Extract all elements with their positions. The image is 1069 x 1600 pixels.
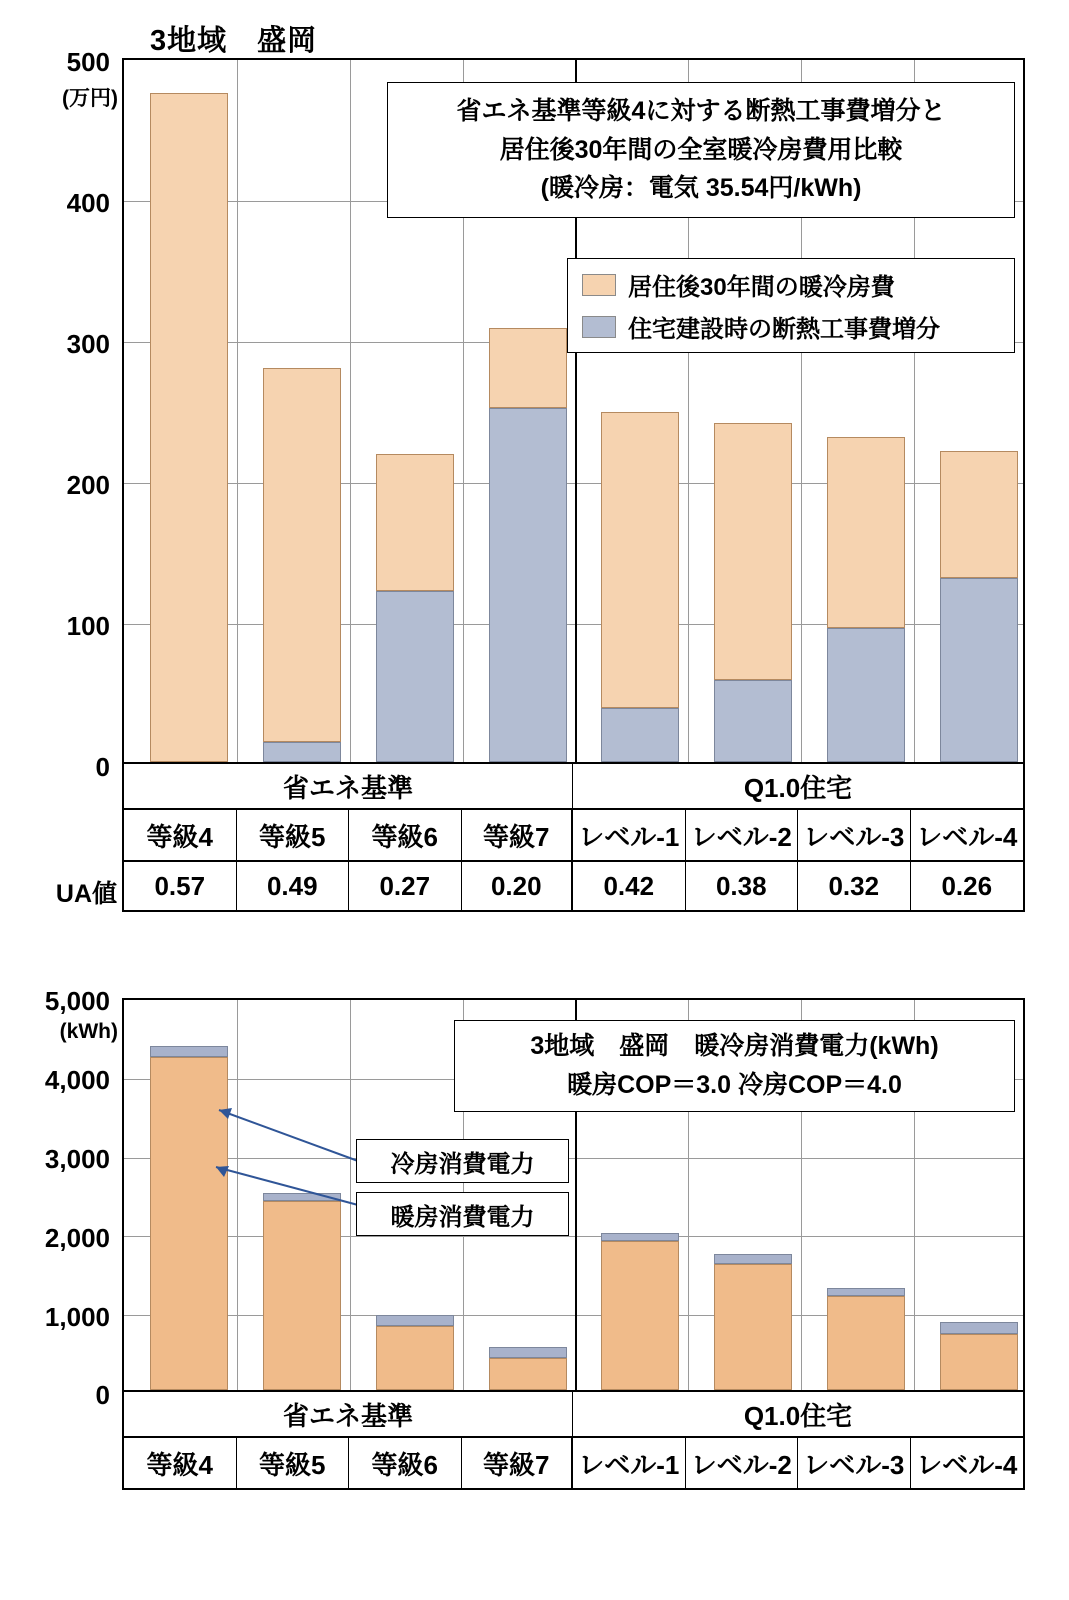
chart1-ytick-100: 100 [66, 611, 110, 641]
bar-level2-power [714, 1254, 792, 1390]
bar-segment-heating-cost [376, 454, 454, 591]
bar-segment-cooling-power [714, 1254, 792, 1264]
callout-heating-power: 暖房消費電力 [356, 1192, 569, 1236]
category-cell: レベル-3 [798, 1438, 911, 1488]
category-cell: レベル-2 [686, 810, 799, 860]
chart1-annotation-box [387, 82, 1015, 218]
chart2-plot-area [122, 998, 1025, 1392]
category-cell: レベル-1 [573, 810, 686, 860]
chart1-yaxis-unit: (万円) [62, 87, 118, 110]
chart1-ua-row [122, 862, 1025, 912]
category-cell: 等級6 [349, 1438, 462, 1488]
bar-segment-cooling-power [376, 1315, 454, 1326]
category-cell: レベル-1 [573, 1438, 686, 1488]
bar-segment-heating-power [150, 1057, 228, 1390]
category-cell: レベル-4 [916, 1449, 1018, 1480]
bar-segment-cooling-power [827, 1288, 905, 1296]
bar-level4 [940, 451, 1018, 762]
category-cell: 等級7 [462, 810, 574, 860]
gridline [124, 1158, 1023, 1159]
legend-swatch-icon [582, 316, 616, 338]
legend-label: 居住後30年間の暖冷房費 [628, 274, 895, 301]
chart2-group-row [122, 1392, 1025, 1438]
bar-segment-heating-power [940, 1334, 1018, 1390]
bar-segment-cooling-power [489, 1347, 567, 1358]
legend-item-insulation-cost [582, 309, 1000, 344]
gridline [237, 60, 238, 762]
bar-level1 [601, 412, 679, 762]
ua-value-cell: 0.49 [237, 862, 350, 910]
group-label-energy-standard: 省エネ基準 [124, 1392, 573, 1436]
bar-segment-heating-cost [940, 451, 1018, 578]
category-cell: 等級4 [124, 810, 237, 860]
chart2-ytick-2000: 2,000 [44, 1223, 110, 1253]
bar-segment-insulation-cost [601, 708, 679, 762]
gridline [124, 1236, 1023, 1237]
bar-segment-insulation-cost [827, 628, 905, 762]
legend-swatch-icon [582, 274, 616, 296]
bar-segment-heating-power [827, 1296, 905, 1390]
annotation-line-2: 暖房COP＝3.0 冷房COP＝4.0 [567, 1071, 902, 1099]
chart2-ytick-3000: 3,000 [44, 1144, 110, 1174]
bar-toukyuu7 [489, 328, 567, 762]
chart2-ytick-4000: 4,000 [44, 1065, 110, 1095]
chart1-ytick-300: 300 [66, 329, 110, 359]
bar-segment-cooling-power [263, 1193, 341, 1201]
chart1-ytick-400: 400 [66, 188, 110, 218]
gridline [350, 1000, 351, 1390]
annotation-line-1: 省エネ基準等級4に対する断熱工事費増分と [456, 96, 946, 125]
legend-item-heating-cost [582, 267, 1000, 302]
bar-segment-insulation-cost [714, 680, 792, 762]
chart1-plot-area [122, 58, 1025, 764]
callout-cooling-power: 冷房消費電力 [356, 1139, 569, 1183]
group-label-q1house: Q1.0住宅 [743, 1400, 853, 1431]
chart1-ytick-200: 200 [66, 470, 110, 500]
bar-toukyuu5-power [263, 1193, 341, 1390]
bar-segment-insulation-cost [489, 408, 567, 762]
annotation-line-1: 3地域 盛岡 暖冷房消費電力(kWh) [530, 1032, 939, 1061]
bar-segment-heating-power [714, 1264, 792, 1390]
bar-level3 [827, 437, 905, 762]
bar-toukyuu5 [263, 368, 341, 762]
chart1-ytick-500: 500 [66, 47, 110, 77]
legend-label: 住宅建設時の断熱工事費増分 [628, 316, 940, 343]
ua-value-cell: 0.20 [462, 862, 574, 910]
category-cell: 等級6 [349, 810, 462, 860]
bar-toukyuu4-power [150, 1046, 228, 1390]
bar-segment-cooling-power [601, 1233, 679, 1241]
category-cell: レベル-4 [916, 821, 1018, 852]
category-cell: 等級4 [124, 1438, 237, 1488]
chart1-group-row [122, 764, 1025, 810]
bar-segment-cooling-power [150, 1046, 228, 1057]
category-cell: 等級7 [462, 1438, 574, 1488]
ua-value-cell: 0.32 [798, 862, 911, 910]
bar-segment-heating-power [601, 1241, 679, 1390]
chart2-annotation-box [454, 1020, 1015, 1112]
bar-toukyuu4 [150, 93, 228, 762]
bar-segment-heating-power [489, 1358, 567, 1390]
chart1-title: 3地域 盛岡 [150, 25, 318, 57]
electricity-consumption-chart [0, 940, 1069, 1600]
group-label-q1house: Q1.0住宅 [743, 772, 853, 803]
bar-segment-insulation-cost [940, 578, 1018, 762]
gridline [237, 1000, 238, 1390]
bar-toukyuu6-power [376, 1315, 454, 1390]
bar-segment-heating-cost [601, 412, 679, 708]
bar-segment-heating-cost [263, 368, 341, 742]
category-cell: 等級5 [237, 810, 350, 860]
bar-level1-power [601, 1233, 679, 1390]
bar-segment-insulation-cost [376, 591, 454, 762]
chart2-category-row [122, 1438, 1025, 1490]
bar-level2 [714, 423, 792, 762]
ua-value-cell: 0.38 [686, 862, 799, 910]
category-cell: レベル-3 [798, 810, 911, 860]
bar-level4-power [940, 1322, 1018, 1390]
annotation-line-3: (暖冷房：電気 35.54円/kWh) [540, 174, 862, 203]
bar-segment-heating-power [376, 1326, 454, 1390]
ua-value-cell: 0.42 [573, 862, 686, 910]
gridline [350, 60, 351, 762]
bar-segment-cooling-power [940, 1322, 1018, 1334]
bar-segment-heating-power [263, 1201, 341, 1390]
chart2-ytick-1000: 1,000 [44, 1302, 110, 1332]
annotation-line-2: 居住後30年間の全室暖冷房費用比較 [499, 135, 903, 164]
chart1-ytick-0: 0 [95, 752, 110, 782]
bar-toukyuu6 [376, 454, 454, 762]
bar-level3-power [827, 1288, 905, 1390]
chart2-ytick-0: 0 [95, 1380, 110, 1410]
chart1-category-row [122, 810, 1025, 862]
bar-toukyuu7-power [489, 1347, 567, 1390]
category-cell: レベル-2 [686, 1438, 799, 1488]
chart2-yaxis-unit: (kWh) [59, 1020, 118, 1043]
ua-value-cell: 0.57 [124, 862, 237, 910]
bar-segment-heating-cost [150, 93, 228, 762]
chart2-ytick-5000: 5,000 [44, 986, 110, 1016]
ua-value-cell: 0.26 [941, 870, 993, 901]
bar-segment-heating-cost [489, 328, 567, 408]
group-label-energy-standard: 省エネ基準 [124, 764, 573, 808]
category-cell: 等級5 [237, 1438, 350, 1488]
bar-segment-heating-cost [827, 437, 905, 628]
bar-segment-insulation-cost [263, 742, 341, 762]
bar-segment-heating-cost [714, 423, 792, 680]
chart1-legend [567, 258, 1015, 353]
ua-row-header: UA値 [55, 880, 117, 908]
ua-value-cell: 0.27 [349, 862, 462, 910]
